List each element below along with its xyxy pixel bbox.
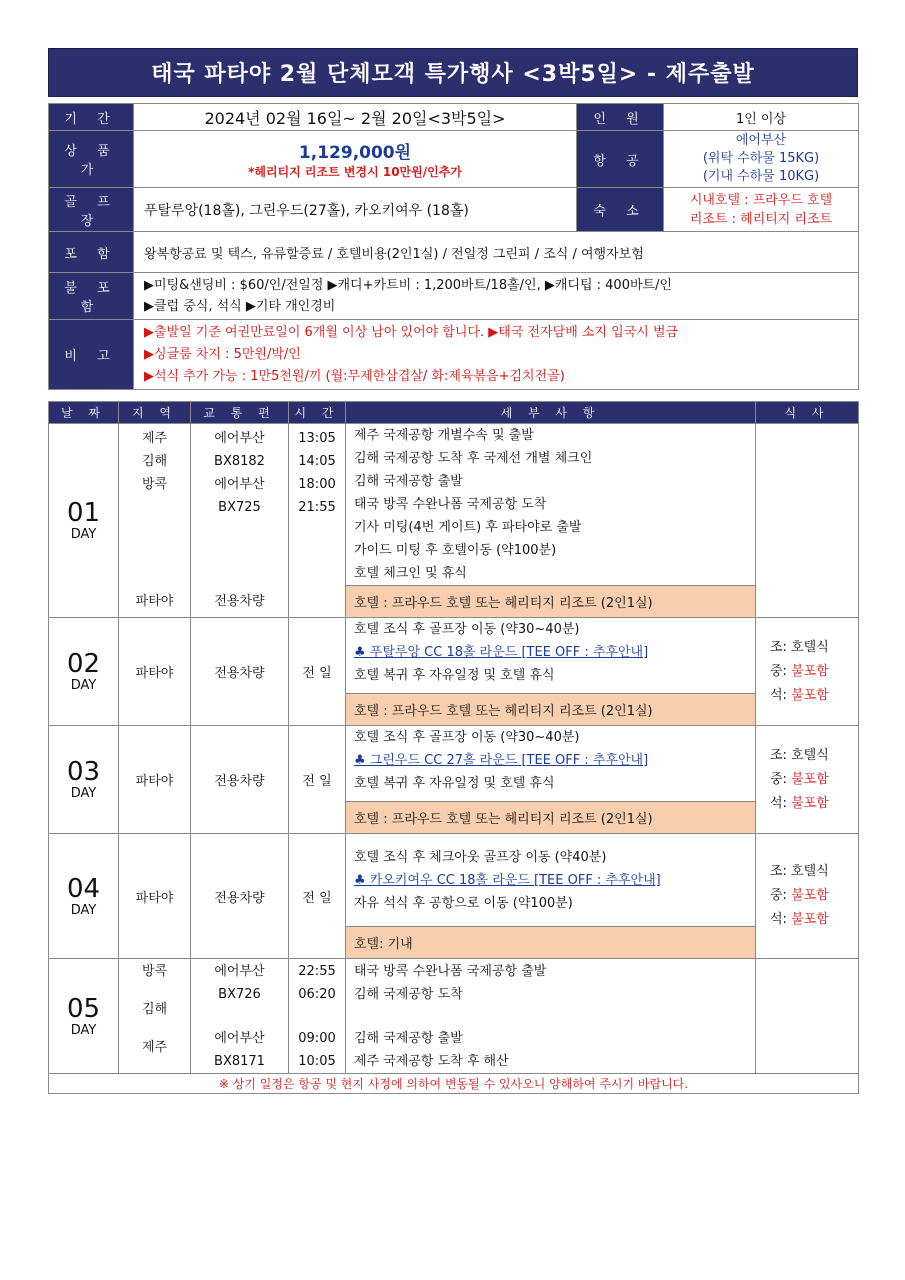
meals-cell	[756, 726, 859, 834]
time-cell: 전 일	[289, 618, 346, 726]
hotel-info: 호텔 : 프라우드 호텔 또는 헤리티지 리조트 (2인1실)	[346, 801, 755, 833]
meal-value: 호텔식	[791, 864, 829, 879]
meal-key: 석:	[770, 795, 787, 811]
day-cell	[49, 618, 119, 726]
detail-line: 호텔 복귀 후 자유일정 및 호텔 휴식	[354, 776, 555, 791]
remark-line: ▶싱글룸 차지 : 5만원/박/인	[144, 346, 301, 362]
region-line: 방콕	[141, 477, 168, 492]
golf-value: 푸탈루앙(18홀), 그린우드(27홀), 카오키여우 (18홀)	[134, 188, 577, 232]
golf-label: 골 프 장	[49, 188, 134, 232]
footer-note: ※ 상기 일정은 항공 및 현지 사정에 의하여 변동될 수 있사오니 양해하여 주시기 바랍니다.	[49, 1074, 859, 1094]
transport-line: 에어부산	[214, 431, 265, 446]
schedule-table	[48, 401, 859, 1094]
lodging-cell	[664, 188, 859, 232]
detail-line: 자유 석식 후 공항으로 이동 (약100분)	[354, 896, 573, 911]
transport-line: 에어부산	[214, 964, 265, 979]
exclude-label: 불 포 함	[49, 273, 134, 320]
detail-line: 김해 국제공항 출발	[354, 1031, 463, 1046]
airline-line: (위탁 수하물 15KG)	[702, 151, 820, 166]
airline-line: 에어부산	[735, 133, 787, 148]
detail-line: 제주 국제공항 도착 후 해산	[354, 1054, 509, 1069]
day-number: 01	[66, 498, 101, 528]
airline-line: (기내 수하물 10KG)	[702, 169, 820, 184]
exclude-cell	[134, 273, 859, 320]
transport-line: 에어부산	[214, 1031, 265, 1046]
exclude-line: ▶미팅&샌딩비 : $60/인/전일정 ▶캐디+카트비 : 1,200바트/18홀/인, ▶캐디팁 : 400바트/인	[144, 278, 673, 293]
region-cell: 파타야	[119, 834, 191, 959]
transport-line: BX726	[218, 987, 261, 1002]
day-row	[49, 959, 859, 1074]
hotel-info: 호텔 : 프라우드 호텔 또는 헤리티지 리조트 (2인1실)	[346, 693, 755, 725]
transport-bottom: 전용차량	[214, 594, 265, 609]
region-cell: 파타야	[119, 726, 191, 834]
meal-key: 조:	[770, 747, 787, 763]
hotel-info: 호텔 : 프라우드 호텔 또는 헤리티지 리조트 (2인1실)	[346, 585, 755, 617]
region-cell	[119, 424, 191, 618]
details-cell	[346, 959, 756, 1074]
region-cell: 파타야	[119, 618, 191, 726]
meal-key: 중:	[770, 663, 787, 679]
detail-line: 호텔 체크인 및 휴식	[354, 566, 467, 581]
day-row	[49, 618, 859, 726]
region-cell	[119, 959, 191, 1074]
details-cell	[346, 424, 756, 618]
meal-key: 석:	[770, 687, 787, 703]
day-label: DAY	[70, 902, 97, 918]
people-label: 인 원	[577, 104, 664, 131]
time-line: 10:05	[298, 1054, 336, 1069]
time-line: 18:00	[298, 477, 336, 492]
meal-key: 석:	[770, 912, 787, 927]
region-line: 김해	[141, 1002, 168, 1017]
detail-line: 가이드 미팅 후 호텔이동 (약100분)	[354, 543, 557, 558]
golf-course-link[interactable]: ♣ 카오키여우 CC 18홀 라운드 [TEE OFF : 추후안내]	[354, 873, 661, 888]
detail-line: 호텔 조식 후 골프장 이동 (약30~40분)	[354, 730, 580, 745]
detail-line: 호텔 복귀 후 자유일정 및 호텔 휴식	[354, 668, 555, 683]
day-cell	[49, 959, 119, 1074]
detail-line: 김해 국제공항 도착	[354, 987, 463, 1002]
airline-label: 항 공	[577, 131, 664, 188]
price-value: 1,129,000원	[298, 143, 412, 163]
period-label: 기 간	[49, 104, 134, 131]
details-cell	[346, 618, 756, 726]
golf-course-link[interactable]: ♣ 푸탈루앙 CC 18홀 라운드 [TEE OFF : 추후안내]	[354, 645, 649, 660]
meal-value: 불포함	[791, 795, 829, 811]
header-time: 시 간	[289, 402, 346, 424]
details-cell	[346, 726, 756, 834]
day-label: DAY	[70, 678, 97, 693]
transport-cell	[191, 424, 289, 618]
meal-key: 중:	[770, 888, 787, 903]
day-label: DAY	[70, 527, 97, 542]
transport-line: BX725	[218, 500, 261, 515]
period-value: 2024년 02월 16일~ 2월 20일<3박5일>	[134, 104, 577, 131]
day-row	[49, 726, 859, 834]
time-cell	[289, 424, 346, 618]
time-line: 09:00	[298, 1031, 336, 1046]
day-number: 03	[66, 757, 101, 787]
region-bottom: 파타야	[135, 594, 174, 609]
lodging-line: 리조트 : 헤리티지 리조트	[689, 211, 833, 227]
detail-line: 김해 국제공항 도착 후 국제선 개별 체크인	[354, 451, 593, 466]
meal-value: 불포함	[791, 888, 829, 903]
transport-line: 에어부산	[214, 477, 265, 492]
day-row	[49, 834, 859, 959]
time-line: 22:55	[298, 964, 336, 979]
meal-key: 중:	[770, 771, 787, 787]
transport-cell: 전용차량	[191, 834, 289, 959]
remark-line: ▶출발일 기준 여권만료일이 6개월 이상 남아 있어야 합니다. ▶태국 전자담배 소지 입국시 벌금	[144, 324, 679, 340]
lodging-label: 숙 소	[577, 188, 664, 232]
day-cell	[49, 726, 119, 834]
meals-cell	[756, 959, 859, 1074]
detail-line: 태국 방콕 수완나폼 국제공항 출발	[354, 964, 547, 979]
day-number: 05	[66, 993, 101, 1024]
meal-value: 불포함	[791, 912, 829, 927]
header-meals: 식 사	[756, 402, 859, 424]
time-cell: 전 일	[289, 834, 346, 959]
meals-cell	[756, 618, 859, 726]
time-line: 21:55	[298, 500, 336, 515]
day-number: 04	[66, 873, 101, 904]
remark-cell	[134, 320, 859, 390]
detail-line: 제주 국제공항 개별수속 및 출발	[354, 428, 534, 443]
header-region: 지 역	[119, 402, 191, 424]
header-transport: 교 통 편	[191, 402, 289, 424]
transport-line: BX8171	[214, 1054, 265, 1069]
remark-line: ▶석식 추가 가능 : 1만5천원/끼 (월:무제한삼겹살/ 화:제육볶음+김치전골)	[144, 368, 565, 384]
meal-key: 조:	[770, 639, 787, 655]
golf-course-link[interactable]: ♣ 그린우드 CC 27홀 라운드 [TEE OFF : 추후안내]	[354, 753, 649, 768]
transport-line: BX8182	[214, 454, 265, 469]
region-line: 제주	[141, 431, 168, 446]
details-cell	[346, 834, 756, 959]
meal-value: 호텔식	[791, 747, 829, 763]
price-cell	[134, 131, 577, 188]
remark-label: 비 고	[49, 320, 134, 390]
day-row	[49, 424, 859, 618]
price-label: 상 품 가	[49, 131, 134, 188]
time-line: 06:20	[298, 987, 336, 1002]
tour-info-table	[48, 103, 859, 390]
detail-line: 김해 국제공항 출발	[354, 474, 463, 489]
detail-line: 호텔 조식 후 골프장 이동 (약30~40분)	[354, 622, 580, 637]
time-line: 13:05	[298, 431, 336, 446]
transport-cell: 전용차량	[191, 726, 289, 834]
people-value: 1인 이상	[664, 104, 859, 131]
region-line: 제주	[141, 1040, 168, 1055]
page-title: 태국 파타야 2월 단체모객 특가행사 <3박5일> - 제주출발	[48, 48, 858, 97]
day-label: DAY	[70, 786, 97, 801]
transport-cell	[191, 959, 289, 1074]
time-line: 14:05	[298, 454, 336, 469]
hotel-info: 호텔: 기내	[346, 926, 755, 958]
detail-line: 기사 미팅(4번 게이트) 후 파타야로 출발	[354, 520, 582, 535]
time-cell	[289, 959, 346, 1074]
price-note: *헤리티지 리조트 변경시 10만원/인추가	[248, 165, 462, 179]
region-line: 김해	[141, 454, 168, 469]
day-number: 02	[66, 649, 101, 679]
meal-key: 조:	[770, 864, 787, 879]
meals-cell	[756, 424, 859, 618]
include-value: 왕복항공료 및 텍스, 유류할증료 / 호텔비용(2인1실) / 전일정 그린피 / 조식 / 여행자보험	[134, 232, 859, 273]
header-details: 세 부 사 항	[346, 402, 756, 424]
meal-value: 불포함	[791, 663, 829, 679]
exclude-line: ▶클럽 중식, 석식 ▶기타 개인경비	[144, 299, 336, 314]
airline-cell	[664, 131, 859, 188]
time-cell: 전 일	[289, 726, 346, 834]
detail-line: 호텔 조식 후 체크아웃 골프장 이동 (약40분)	[354, 850, 607, 865]
meals-cell	[756, 834, 859, 959]
detail-line: 태국 방콕 수완나폼 국제공항 도착	[354, 497, 547, 512]
region-line: 방콕	[141, 964, 168, 979]
header-date: 날 짜	[49, 402, 119, 424]
meal-value: 호텔식	[791, 639, 829, 655]
lodging-line: 시내호텔 : 프라우드 호텔	[689, 192, 833, 208]
meal-value: 불포함	[791, 771, 829, 787]
day-label: DAY	[70, 1022, 97, 1038]
meal-value: 불포함	[791, 687, 829, 703]
include-label: 포 함	[49, 232, 134, 273]
transport-cell: 전용차량	[191, 618, 289, 726]
day-cell	[49, 834, 119, 959]
day-cell	[49, 424, 119, 618]
